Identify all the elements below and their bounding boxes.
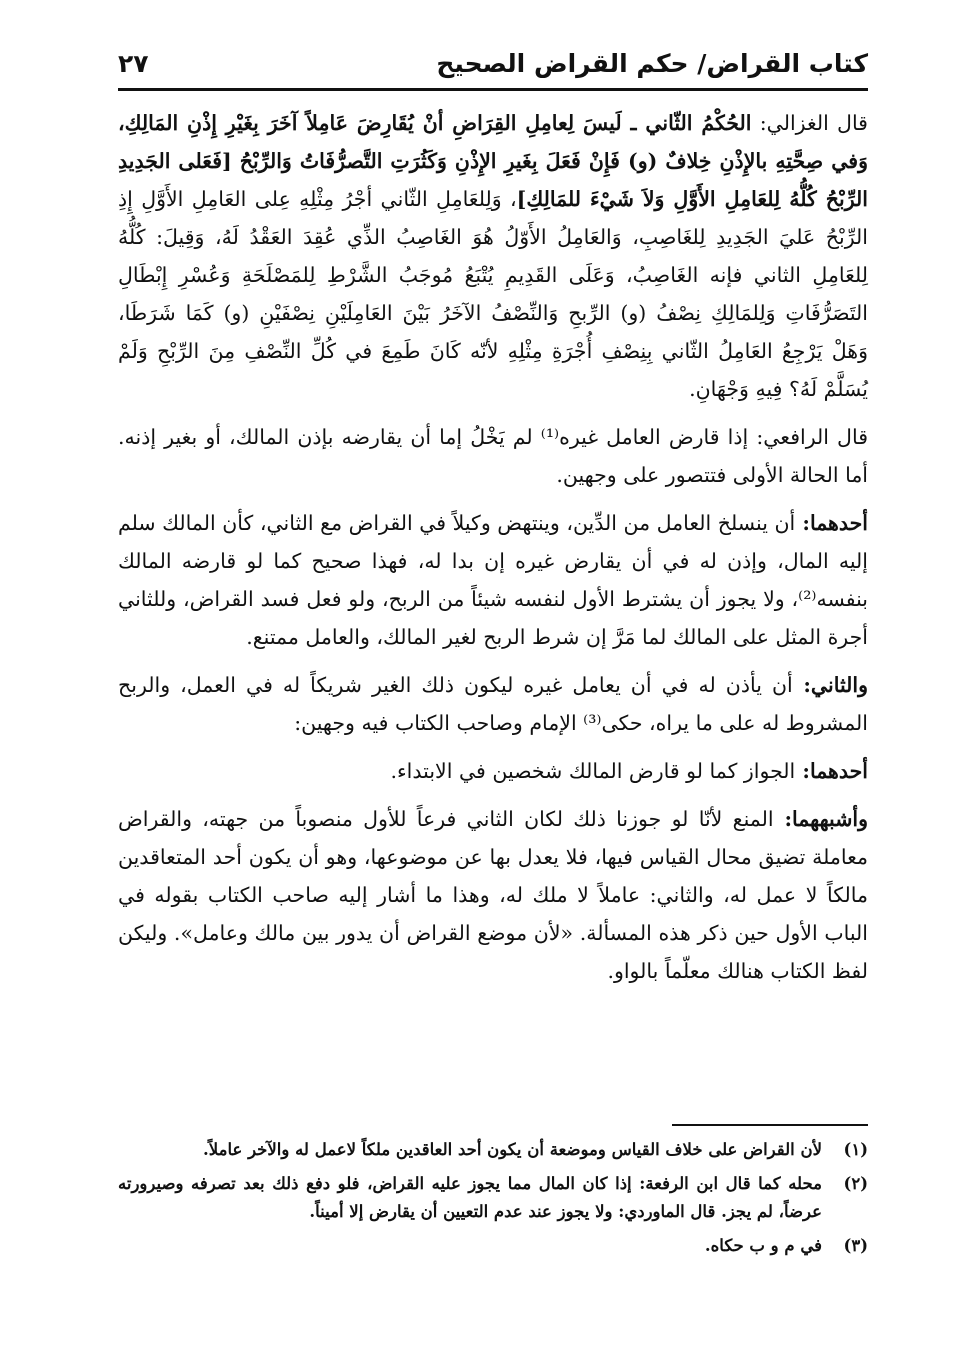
- body-text: [118, 104, 868, 1000]
- footnote-number: (١): [843, 1140, 868, 1159]
- preferred-view-text: المنع لأنّا لو جوزنا ذلك لكان الثاني فرعاً للأول منصوباً من جهته، والقراض معاملة تضيق محال القياس فيها، فلا يعدل بها عن موضوعها، وهو أن يكون أحد المتعاقدين مالكاً لا عمل له، والثاني: عاملاً لا ملك له، وهذا ما أشار إليه صاحب الكتاب بقوله في الباب الأول حين ذكر هذه المسألة. «لأن موضع القراض أن يدور بين مالك وعامل». وليكن لفظ الكتاب هنالك معلّماً بالواو.: [118, 807, 868, 983]
- rafii-text: قال الرافعي: إذا قارض العامل غيره⁽¹⁾ لم يَخْلُ إما أن يقارضه بإذن المالك، أو بغير إذنه. أما الحالة الأولى فتتصور على وجهين.: [118, 425, 868, 487]
- footnote-item: [118, 1136, 868, 1164]
- header-title: كتاب القراض/ حكم القراض الصحيح: [436, 48, 868, 78]
- ghazali-continuation: ، وَلِلعَامِلِ الثّاني أجْرُ مِثْلِهِ عِلى العَامِلِ الأَوَّلِ إِذِ الرِّبْحُ عَليَ الجَدِيدِ لِلغَاصِبِ، وَالعَامِلُ الأَوّلُ هُوَ الغَاصِبُ الذِّي عُقِدَ العَقْدُ لَهُ، وَقِيلَ: كُلُّهُ لِلعَامِلِ الثاني فإنه الغَاصِبُ، وَعَلَى القَدِيمِ يُتْبَعُ مُوجَبُ الشَّرْطِ لِلمَصْلَحَةِ وَعُسْرِ إِبْطَالِ التَصَرُّفَاتِ وَلِلمَالِكِ نِصْفُ (و) الرِّبحِ وَالنِّصْفُ الآخَرُ بَيْنَ العَامِلَيْنِ نِصْفَيْنِ (و) كَمَا شَرَطَا، وَهَلْ يَرْجِعُ العَامِلُ الثّاني بِنِصْفِ أُجْرَةِ مِثْلِهِ لأنّه كَانَ طَمِعَ في كُلِّ النِّصْفِ مِنَ الرِّبْحِ وَلَمْ يُسَلَّمْ لَهُ؟ فِيهِ وَجْهَانِ.: [118, 187, 868, 401]
- header-rule: [118, 88, 868, 91]
- page-number: ٢٧: [118, 48, 149, 78]
- footnote-text: محله كما قال ابن الرفعة: إذا كان المال مما يجوز عليه القراض، فلو دفع ذلك بعد تصرفه وصيرورته عرضاً، لم يجز. قال الماوردي: ولا يجوز عند عدم التعيين أن يقارض إلا أميناً.: [118, 1174, 822, 1221]
- paragraph-lead: أحدهما:: [795, 759, 868, 783]
- paragraph-lead: أحدهما:: [795, 511, 868, 535]
- paragraph-second-case: [118, 666, 868, 742]
- paragraph-lead: والثاني:: [792, 673, 868, 697]
- paragraph-first-view: [118, 752, 868, 790]
- ghazali-quote: الحُكْمُ الثّاني ـ لَيسَ لِعامِلِ القِرَاضِ أنْ يُقَارِضَ عَامِلاً آخَرَ بِغَيْرِ إِذْنِ المَالِكِ، وَفي صِحَّتِهِ بالإِذْنِ خِلافٌ (و) فَإِنْ فَعَلَ بِغَيرِ الإِذْنِ وَكَثُرَتِ التَّصرُّفَاتُ وَالرِّبْحُ [فَعَلى الجَدِيدِ الرِّبْحُ كُلُّهُ لِلعَامِلِ الأَوَّلِ وَلاَ شَيْءَ للمَالِكِ]: [118, 111, 868, 211]
- running-header: [118, 40, 868, 86]
- first-case-text: أن ينسلخ العامل من الدِّين، وينتهض وكيلاً في القراض مع الثاني، كأن المالك سلم إليه المال، وإذن له في أن يقارض غيره إن بدا له، فهذا صحيح كما لو قارضه المالك بنفسه⁽²⁾، ولا يجوز أن يشترط الأول لنفسه شيئاً من الربح، ولو فعل فسد القراض، وللثاني أجرة المثل على المالك لما مَرَّ إن شرط الربح لغير المالك، والعامل ممتنع.: [118, 511, 868, 649]
- footnote-item: [118, 1232, 868, 1260]
- first-view-text: الجواز كما لو قارض المالك شخصين في الابتداء.: [390, 759, 796, 783]
- paragraph-preferred-view: [118, 800, 868, 990]
- footnote-number: (٢): [843, 1174, 868, 1193]
- footnotes: [118, 1136, 868, 1266]
- second-case-text: أن يأذن له في أن يعامل غيره ليكون ذلك الغير شريكاً له في العمل، والربح المشروط له على ما يراه، حكى⁽³⁾ الإمام وصاحب الكتاب فيه وجهين:: [118, 673, 868, 735]
- paragraph-rafii: [118, 418, 868, 494]
- footnote-number: (٣): [843, 1236, 868, 1255]
- footnote-text: لأن القراض على خلاف القياس وموضعة أن يكون أحد العاقدين ملكاً لاعمل له والآخر عاملاً.: [203, 1140, 822, 1159]
- footnote-item: [118, 1170, 868, 1226]
- footnote-rule: [672, 1124, 868, 1126]
- paragraph-ghazali: [118, 104, 868, 408]
- footnote-text: في م و ب حكاه.: [704, 1236, 822, 1255]
- paragraph-first-case: [118, 504, 868, 656]
- ghazali-intro: قال الغزالي:: [751, 111, 868, 135]
- paragraph-lead: وأشبههما:: [773, 807, 868, 831]
